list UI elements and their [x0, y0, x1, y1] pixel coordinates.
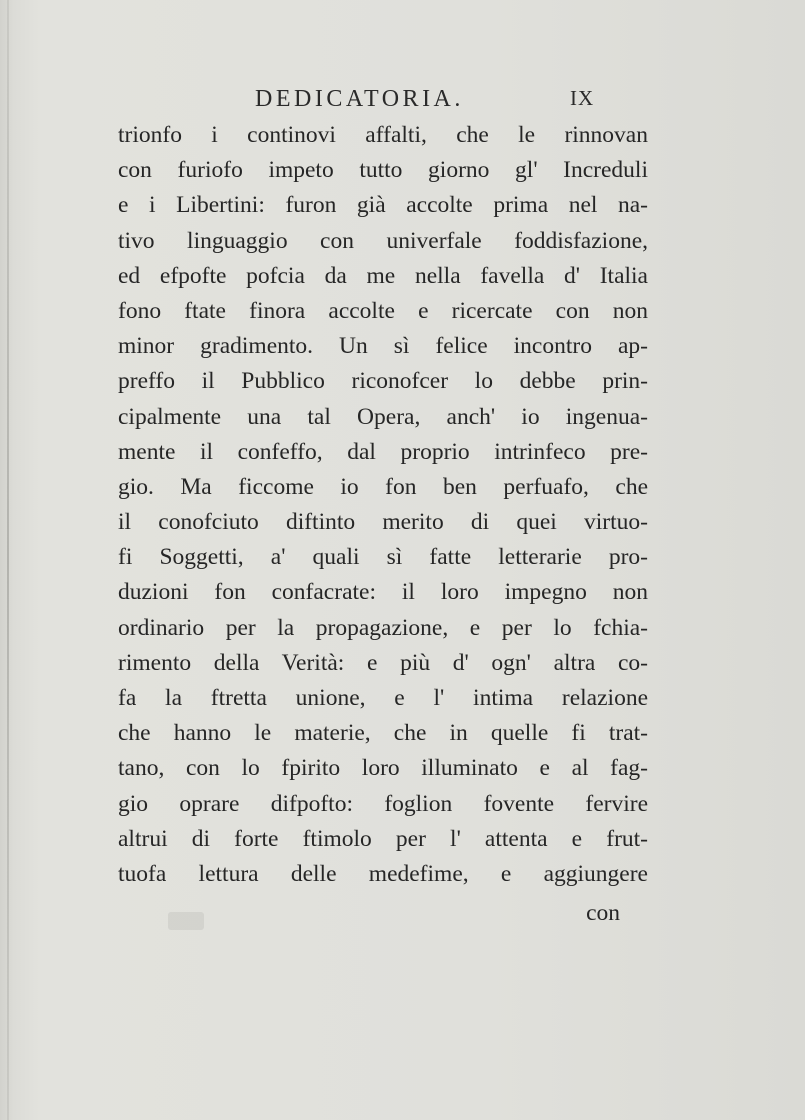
text-line: fono ftate finora accolte e ricercate con non — [118, 297, 648, 324]
text-line: con furiofo impeto tutto giorno gl' Increduli — [118, 157, 648, 184]
text-line: minor gradimento. Un sì felice incontro ap- — [118, 333, 648, 360]
text-line: tano, con lo fpirito loro illuminato e al fag- — [118, 755, 648, 782]
text-line: trionfo i continovi affalti, che le rinnovan — [118, 122, 648, 148]
page-header — [0, 86, 805, 116]
text-line: mente il confeffo, dal proprio intrinfeco pre- — [118, 438, 648, 465]
text-line: fi Soggetti, a' quali sì fatte letterarie pro- — [118, 544, 648, 571]
page-number: IX — [570, 86, 595, 110]
text-line: il conofciuto diftinto merito di quei virtuo- — [118, 509, 648, 536]
page-gutter-edge — [7, 0, 9, 1120]
text-line: gio oprare difpofto: foglion fovente fervire — [118, 790, 648, 817]
text-line: rimento della Verità: e più d' ogn' altra co- — [118, 649, 648, 676]
text-line: ordinario per la propagazione, e per lo fchia- — [118, 614, 648, 641]
text-line: tuofa lettura delle medefime, e aggiungere — [118, 860, 648, 887]
text-line: tivo linguaggio con univerfale foddisfazione, — [118, 227, 648, 254]
text-line: duzioni fon confacrate: il loro impegno non — [118, 579, 648, 606]
text-line: preffo il Pubblico riconofcer lo debbe prin- — [118, 368, 648, 395]
text-line: altrui di forte ftimolo per l' attenta e frut- — [118, 825, 648, 852]
text-line: che hanno le materie, che in quelle fi trat- — [118, 720, 648, 747]
text-line: ed efpofte pofcia da me nella favella d' Italia — [118, 262, 648, 289]
text-line: cipalmente una tal Opera, anch' io ingenua- — [118, 403, 648, 430]
text-line: fa la ftretta unione, e l' intima relazione — [118, 685, 648, 711]
ink-bleed-mark — [168, 912, 204, 930]
running-head: DEDICATORIA. — [255, 86, 464, 112]
text-line: e i Libertini: furon già accolte prima nel na- — [118, 192, 648, 219]
text-line: gio. Ma ficcome io fon ben perfuafo, che — [118, 473, 648, 500]
catchword: con — [586, 900, 620, 926]
body-text — [118, 118, 648, 892]
